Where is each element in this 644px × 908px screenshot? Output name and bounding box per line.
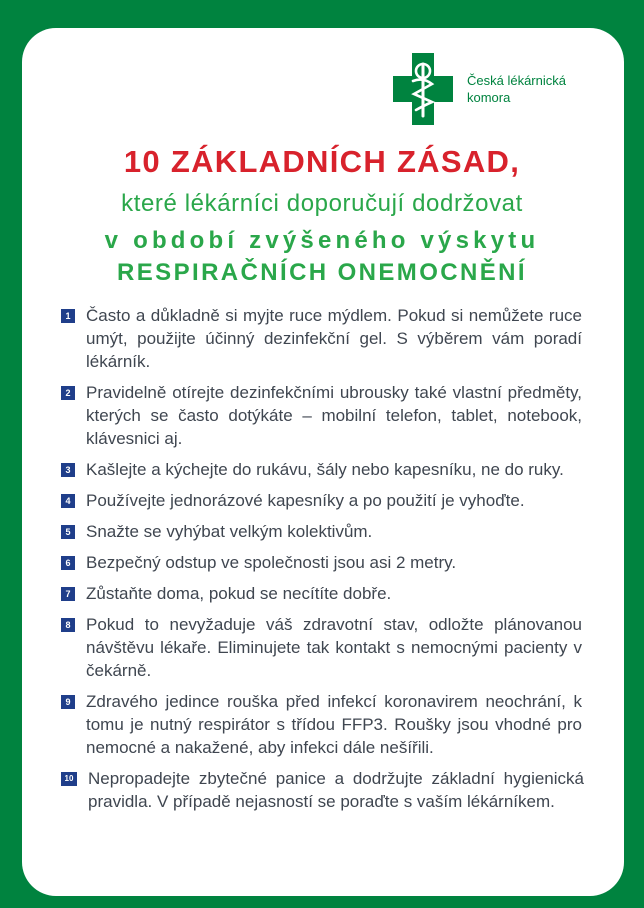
rule-text: Zdravého jedince rouška před infekcí koronavirem neochrání, k tomu je nutný respirátor s třídou FFP3. Roušky jsou vhodné pro nemocné a nakažené, aby infekci dále nešířili. xyxy=(86,692,582,757)
rule-number-badge: 5 xyxy=(61,525,75,539)
rule-item-3 xyxy=(61,458,591,481)
rule-text: Často a důkladně si myjte ruce mýdlem. Pokud si nemůžete ruce umýt, použijte účinný dezinfekční gel. S výběrem vám poradí lékárník. xyxy=(86,306,582,371)
rule-item-8 xyxy=(61,613,591,682)
rule-number-badge: 6 xyxy=(61,556,75,570)
rules-list xyxy=(61,304,591,821)
rule-number-badge: 3 xyxy=(61,463,75,477)
rule-text: Pravidelně otírejte dezinfekčními ubrousky také vlastní předměty, kterých se často dotýkáte – mobilní telefon, tablet, notebook, klávesnici aj. xyxy=(86,383,582,448)
logo-text xyxy=(467,72,566,106)
logo-line-1: Česká lékárnická xyxy=(467,73,566,88)
rule-number-badge: 7 xyxy=(61,587,75,601)
rule-item-5 xyxy=(61,520,591,543)
rule-text: Bezpečný odstup ve společnosti jsou asi 2 metry. xyxy=(86,553,457,572)
rule-item-7 xyxy=(61,582,591,605)
rule-text: Pokud to nevyžaduje váš zdravotní stav, odložte plánovanou návštěvu lékaře. Eliminujete tak kontakt s nemocnými pacienty v čekárně. xyxy=(86,615,582,680)
subtitle-line-1: které lékárníci doporučují dodržovat xyxy=(121,190,523,217)
subtitle-line-3: RESPIRAČNÍCH ONEMOCNĚNÍ xyxy=(117,259,527,286)
pharmacy-cross-caduceus-icon xyxy=(393,53,453,125)
rule-item-1 xyxy=(61,304,591,373)
rule-item-4 xyxy=(61,489,591,512)
rule-text: Snažte se vyhýbat velkým kolektivům. xyxy=(86,522,373,541)
rule-text: Nepropadejte zbytečné panice a dodržujte základní hygienická pravidla. V případě nejasností se poraďte s vaším lékárníkem. xyxy=(88,769,584,811)
main-title: 10 ZÁKLADNÍCH ZÁSAD, xyxy=(123,144,521,179)
rule-number-badge: 8 xyxy=(61,618,75,632)
rule-number-badge: 10 xyxy=(61,772,77,786)
chamber-logo xyxy=(393,53,566,125)
rule-item-10 xyxy=(61,767,591,813)
subtitle-line-2: v období zvýšeného výskytu xyxy=(104,227,540,254)
rule-number-badge: 4 xyxy=(61,494,75,508)
logo-line-2: komora xyxy=(467,90,511,105)
rule-item-2 xyxy=(61,381,591,450)
rule-text: Zůstaňte doma, pokud se necítíte dobře. xyxy=(86,584,392,603)
rule-number-badge: 1 xyxy=(61,309,75,323)
rule-text: Kašlejte a kýchejte do rukávu, šály nebo kapesníku, ne do ruky. xyxy=(86,460,564,479)
rule-text: Používejte jednorázové kapesníky a po použití je vyhoďte. xyxy=(86,491,525,510)
rule-item-9 xyxy=(61,690,591,759)
rule-number-badge: 2 xyxy=(61,386,75,400)
rule-number-badge: 9 xyxy=(61,695,75,709)
rule-item-6 xyxy=(61,551,591,574)
